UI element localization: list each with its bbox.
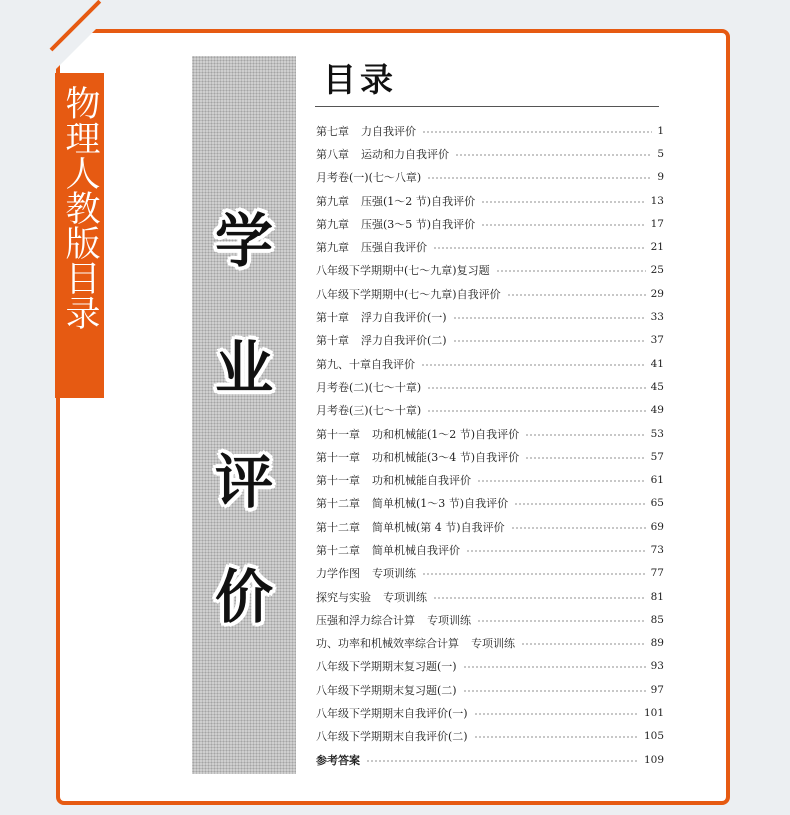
dot-leader bbox=[433, 596, 646, 600]
toc-page-number: 41 bbox=[650, 357, 664, 370]
toc-page-number: 9 bbox=[657, 171, 664, 184]
toc-chapter-label: 第九章 bbox=[316, 217, 349, 231]
toc-page-number: 29 bbox=[650, 287, 664, 300]
toc-section-label: 月考卷(二)(七～十章) bbox=[316, 380, 422, 394]
toc-entry[interactable] bbox=[316, 585, 664, 608]
toc-entry-title bbox=[316, 239, 427, 255]
toc-entry[interactable] bbox=[316, 329, 664, 352]
dot-leader bbox=[422, 572, 646, 576]
toc-entry-title bbox=[316, 356, 415, 372]
toc-section-label: 功和机械能自我评价 bbox=[372, 474, 471, 488]
toc-entry[interactable] bbox=[316, 538, 664, 561]
toc-entry-title bbox=[316, 216, 475, 232]
toc-entry-title bbox=[316, 379, 421, 395]
toc-page-number: 93 bbox=[650, 660, 664, 673]
toc-section-label: 浮力自我评价(一) bbox=[361, 311, 447, 325]
dot-leader bbox=[525, 456, 646, 460]
toc-entry-title bbox=[316, 426, 519, 442]
toc-page-number: 73 bbox=[650, 543, 664, 556]
dot-leader bbox=[481, 200, 646, 204]
dot-leader bbox=[507, 293, 646, 297]
dot-leader bbox=[463, 665, 646, 669]
dot-leader bbox=[453, 316, 646, 320]
dot-leader bbox=[433, 246, 646, 250]
toc-chapter-label: 第十二章 bbox=[316, 520, 360, 534]
toc-page-number: 85 bbox=[650, 613, 664, 626]
dot-leader bbox=[421, 363, 646, 367]
toc-entry-title bbox=[316, 519, 505, 535]
toc-entry-title bbox=[316, 589, 427, 605]
toc-entry[interactable] bbox=[316, 212, 664, 235]
toc-section-label: 浮力自我评价(二) bbox=[361, 334, 447, 348]
dot-leader bbox=[455, 153, 652, 157]
toc-entry[interactable] bbox=[316, 725, 664, 748]
side-tab-label: 物理人教版目录 bbox=[60, 85, 100, 330]
toc-entry[interactable] bbox=[316, 422, 664, 445]
toc-section-label: 八年级下学期期末自我评价(二) bbox=[316, 730, 468, 744]
toc-chapter-label: 第十二章 bbox=[316, 497, 360, 511]
toc-page-number: 61 bbox=[650, 474, 664, 487]
toc-page-number: 37 bbox=[650, 334, 664, 347]
toc-entry[interactable] bbox=[316, 352, 664, 375]
toc-page-number: 81 bbox=[650, 590, 664, 603]
toc-entry[interactable] bbox=[316, 678, 664, 701]
dot-leader bbox=[477, 479, 646, 483]
toc-entry-title bbox=[316, 472, 471, 488]
toc-section-label: 运动和力自我评价 bbox=[361, 147, 449, 161]
toc-entry[interactable] bbox=[316, 305, 664, 328]
dot-leader bbox=[366, 759, 639, 763]
toc-page-number: 77 bbox=[650, 567, 664, 580]
dot-leader bbox=[525, 433, 646, 437]
toc-entry-title bbox=[316, 262, 490, 278]
banner-char-4: 价 bbox=[214, 563, 273, 631]
side-tab bbox=[55, 73, 104, 398]
toc-entry[interactable] bbox=[316, 468, 664, 491]
toc-entry[interactable] bbox=[316, 562, 664, 585]
toc-entry[interactable] bbox=[316, 259, 664, 282]
toc-chapter-label: 压强和浮力综合计算 bbox=[316, 613, 415, 627]
toc-section-label: 月考卷(一)(七～八章) bbox=[316, 171, 422, 185]
toc-entry[interactable] bbox=[316, 608, 664, 631]
toc-entry-title bbox=[316, 402, 421, 418]
toc-section-label: 简单机械(第 4 节)自我评价 bbox=[372, 520, 505, 534]
toc-chapter-label: 第七章 bbox=[316, 124, 349, 138]
toc-page-number: 45 bbox=[650, 380, 664, 393]
dot-leader bbox=[427, 386, 645, 390]
title-divider bbox=[315, 106, 659, 107]
toc-page-number: 97 bbox=[650, 683, 664, 696]
toc-entry[interactable] bbox=[316, 399, 664, 422]
toc-entry[interactable] bbox=[316, 515, 664, 538]
dot-leader bbox=[463, 689, 646, 693]
dot-leader bbox=[427, 409, 645, 413]
toc-page-number: 21 bbox=[650, 241, 664, 254]
toc-entry-title bbox=[316, 728, 468, 744]
toc-chapter-label: 第十一章 bbox=[316, 474, 360, 488]
toc-chapter-label: 第十章 bbox=[316, 311, 349, 325]
toc-section-label: 简单机械自我评价 bbox=[372, 543, 460, 557]
dot-leader bbox=[474, 735, 639, 739]
toc-entry-title bbox=[316, 193, 475, 209]
toc-page-number: 25 bbox=[650, 264, 664, 277]
toc-chapter-label: 功、功率和机械效率综合计算 bbox=[316, 637, 459, 651]
dot-leader bbox=[422, 130, 652, 134]
toc-entry[interactable] bbox=[316, 166, 664, 189]
toc-entry-title bbox=[316, 449, 519, 465]
dot-leader bbox=[514, 502, 646, 506]
toc-page-number: 65 bbox=[650, 497, 664, 510]
toc-section-label: 参考答案 bbox=[316, 753, 360, 767]
toc-section-label: 功和机械能(1～2 节)自我评价 bbox=[372, 427, 520, 441]
toc-entry-title bbox=[316, 169, 421, 185]
toc-page-number: 109 bbox=[643, 753, 664, 766]
toc-entry-title bbox=[316, 705, 468, 721]
dot-leader bbox=[466, 549, 646, 553]
banner-char-2: 业 bbox=[214, 334, 273, 402]
toc-chapter-label: 第九章 bbox=[316, 241, 349, 255]
toc-page-number: 49 bbox=[650, 404, 664, 417]
toc-page-number: 101 bbox=[643, 707, 664, 720]
toc-section-label: 专项训练 bbox=[383, 590, 427, 604]
table-of-contents bbox=[316, 119, 664, 771]
toc-page-number: 105 bbox=[643, 730, 664, 743]
toc-entry[interactable] bbox=[316, 282, 664, 305]
toc-entry[interactable] bbox=[316, 445, 664, 468]
dot-leader bbox=[521, 642, 646, 646]
calligraphy-banner bbox=[192, 56, 296, 774]
toc-page-number: 89 bbox=[650, 637, 664, 650]
toc-entry[interactable] bbox=[316, 142, 664, 165]
toc-chapter-label: 第十一章 bbox=[316, 450, 360, 464]
toc-section-label: 第九、十章自我评价 bbox=[316, 357, 415, 371]
toc-section-label: 八年级下学期期中(七～九章)自我评价 bbox=[316, 287, 501, 301]
toc-entry-title bbox=[316, 495, 508, 511]
toc-entry-title bbox=[316, 309, 447, 325]
toc-page-number: 57 bbox=[650, 450, 664, 463]
toc-section-label: 压强自我评价 bbox=[361, 241, 427, 255]
toc-entry[interactable] bbox=[316, 235, 664, 258]
toc-entry-title bbox=[316, 635, 515, 651]
toc-section-label: 力自我评价 bbox=[361, 124, 416, 138]
toc-section-label: 八年级下学期期末复习题(一) bbox=[316, 660, 457, 674]
toc-page-number: 13 bbox=[650, 194, 664, 207]
toc-entry-title bbox=[316, 752, 360, 768]
toc-entry[interactable] bbox=[316, 701, 664, 724]
banner-char-3: 评 bbox=[214, 448, 273, 516]
toc-section-label: 八年级下学期期中(七～九章)复习题 bbox=[316, 264, 490, 278]
toc-section-label: 专项训练 bbox=[471, 637, 515, 651]
toc-entry-title bbox=[316, 123, 416, 139]
toc-section-label: 压强(3～5 节)自我评价 bbox=[361, 217, 476, 231]
banner-char-1: 学 bbox=[214, 207, 273, 275]
toc-entry-title bbox=[316, 542, 460, 558]
dot-leader bbox=[511, 526, 646, 530]
toc-section-label: 八年级下学期期末自我评价(一) bbox=[316, 707, 468, 721]
toc-entry[interactable] bbox=[316, 119, 664, 142]
toc-page-number: 5 bbox=[657, 147, 664, 160]
toc-page-number: 33 bbox=[650, 311, 664, 324]
toc-chapter-label: 第十章 bbox=[316, 334, 349, 348]
toc-chapter-label: 力学作图 bbox=[316, 567, 360, 581]
toc-entry[interactable] bbox=[316, 189, 664, 212]
dot-leader bbox=[481, 223, 646, 227]
toc-section-label: 简单机械(1～3 节)自我评价 bbox=[372, 497, 509, 511]
page-title: 目录 bbox=[323, 60, 397, 99]
toc-section-label: 压强(1～2 节)自我评价 bbox=[361, 194, 476, 208]
toc-entry-title bbox=[316, 658, 457, 674]
toc-section-label: 功和机械能(3～4 节)自我评价 bbox=[372, 450, 520, 464]
toc-section-label: 专项训练 bbox=[372, 567, 416, 581]
toc-entry-title bbox=[316, 146, 449, 162]
toc-entry[interactable] bbox=[316, 492, 664, 515]
toc-chapter-label: 第十二章 bbox=[316, 543, 360, 557]
toc-section-label: 八年级下学期期末复习题(二) bbox=[316, 683, 457, 697]
toc-entry[interactable] bbox=[316, 375, 664, 398]
dot-leader bbox=[427, 176, 652, 180]
toc-section-label: 专项训练 bbox=[427, 613, 471, 627]
toc-entry[interactable] bbox=[316, 748, 664, 771]
toc-page-number: 17 bbox=[650, 217, 664, 230]
dot-leader bbox=[496, 269, 646, 273]
toc-chapter-label: 第九章 bbox=[316, 194, 349, 208]
toc-page-number: 1 bbox=[657, 124, 664, 137]
dot-leader bbox=[474, 712, 639, 716]
toc-page-number: 53 bbox=[650, 427, 664, 440]
toc-entry-title bbox=[316, 332, 447, 348]
toc-entry[interactable] bbox=[316, 632, 664, 655]
toc-page-number: 69 bbox=[650, 520, 664, 533]
toc-entry-title bbox=[316, 286, 501, 302]
toc-chapter-label: 探究与实验 bbox=[316, 590, 371, 604]
toc-chapter-label: 第十一章 bbox=[316, 427, 360, 441]
toc-entry-title bbox=[316, 612, 471, 628]
toc-section-label: 月考卷(三)(七～十章) bbox=[316, 404, 422, 418]
toc-chapter-label: 第八章 bbox=[316, 147, 349, 161]
toc-entry-title bbox=[316, 682, 457, 698]
dot-leader bbox=[477, 619, 646, 623]
dot-leader bbox=[453, 339, 646, 343]
toc-entry[interactable] bbox=[316, 655, 664, 678]
toc-entry-title bbox=[316, 565, 416, 581]
